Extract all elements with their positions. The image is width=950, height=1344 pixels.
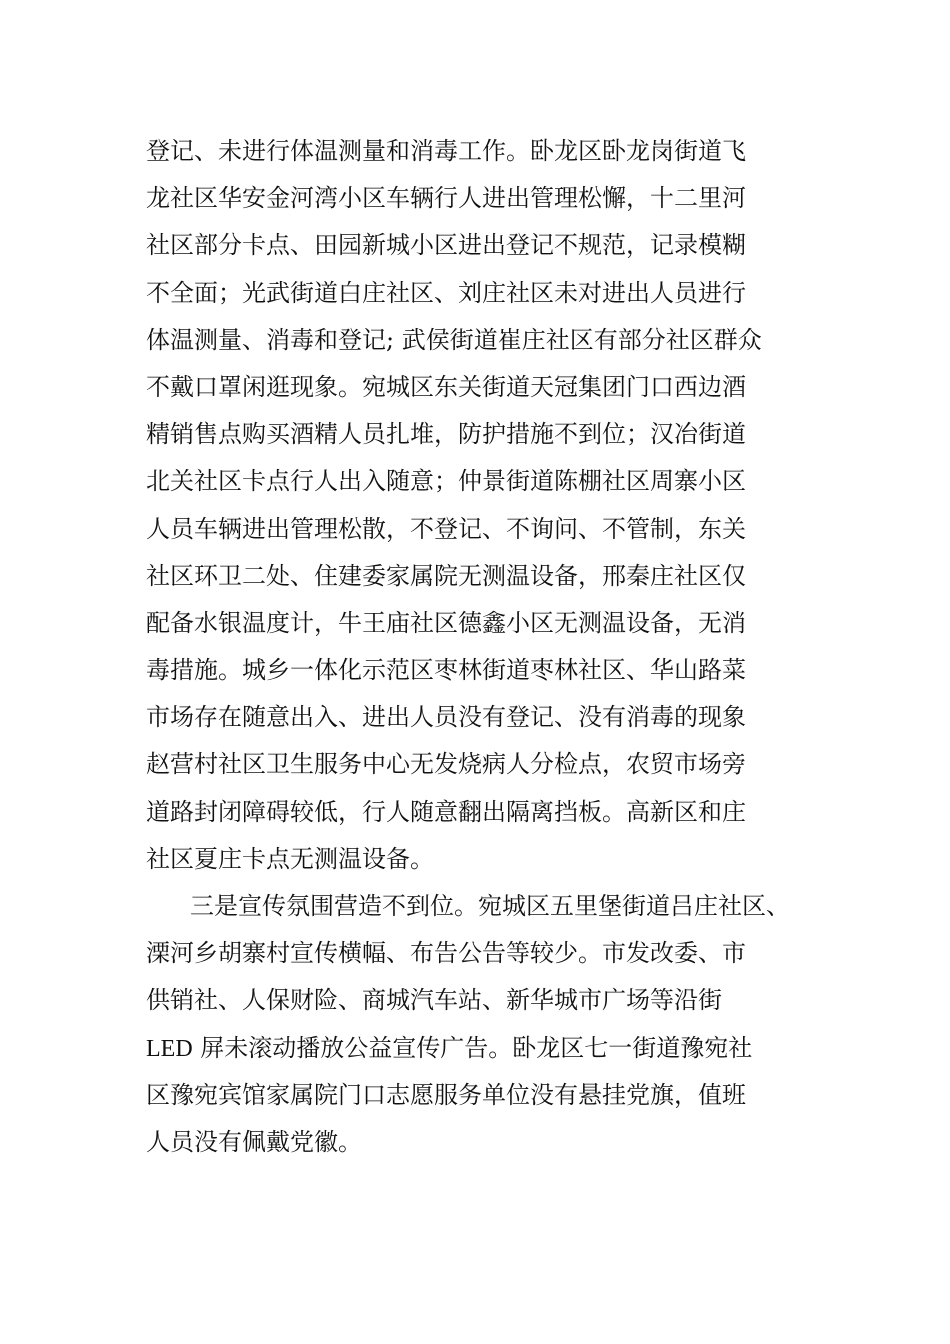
- text-line: 社区夏庄卡点无测温设备。: [146, 844, 434, 873]
- text-line: 区豫宛宾馆家属院门口志愿服务单位没有悬挂党旗，值班: [146, 1080, 746, 1109]
- text-line: 道路封闭障碍较低，行人随意翻出隔离挡板。高新区和庄: [146, 797, 746, 826]
- text-line: 市场存在随意出入、进出人员没有登记、没有消毒的现象: [146, 703, 746, 732]
- text-line: 社区部分卡点、田园新城小区进出登记不规范，记录模糊: [146, 231, 746, 260]
- paragraph-publicity-atmosphere: [146, 883, 836, 1166]
- text-line: 人员车辆进出管理松散，不登记、不询问、不管制，东关: [146, 514, 746, 543]
- text-line: 龙社区华安金河湾小区车辆行人进出管理松懈，十二里河: [146, 184, 746, 213]
- text-line: 三是宣传氛围营造不到位。宛城区五里堡街道吕庄社区、: [190, 892, 790, 920]
- text-line: 体温测量、消毒和登记; 武侯街道崔庄社区有部分社区群众: [146, 325, 762, 354]
- text-line: 不全面；光武街道白庄社区、刘庄社区未对进出人员进行: [146, 278, 746, 307]
- text-line: 赵营村社区卫生服务中心无发烧病人分检点，农贸市场旁: [146, 750, 746, 779]
- paragraph-inspection-findings: [146, 128, 836, 883]
- text-line: 社区环卫二处、住建委家属院无测温设备，邢秦庄社区仅: [146, 561, 746, 590]
- text-line: 毒措施。城乡一体化示范区枣林街道枣林社区、华山路菜: [146, 656, 746, 685]
- text-line: [146, 1025, 836, 1072]
- text-line: 北关社区卡点行人出入随意；仲景街道陈棚社区周寨小区: [146, 467, 746, 496]
- text-line: 配备水银温度计，牛王庙社区德鑫小区无测温设备，无消: [146, 608, 746, 637]
- text-run: 屏未滚动播放公益宣传广告。卧龙区七一街道豫宛社: [200, 1033, 753, 1062]
- led-term: LED: [146, 1035, 193, 1062]
- text-line: 精销售点购买酒精人员扎堆，防护措施不到位；汉冶街道: [146, 420, 746, 449]
- text-line: 人员没有佩戴党徽。: [146, 1127, 362, 1156]
- text-line: 溧河乡胡寨村宣传横幅、布告公告等较少。市发改委、市: [146, 939, 746, 968]
- text-line: 不戴口罩闲逛现象。宛城区东关街道天冠集团门口西边酒: [146, 372, 746, 401]
- text-line: 登记、未进行体温测量和消毒工作。卧龙区卧龙岗街道飞: [146, 137, 746, 165]
- document-body: [146, 128, 836, 1166]
- text-line: 供销社、人保财险、商城汽车站、新华城市广场等沿街: [146, 986, 722, 1015]
